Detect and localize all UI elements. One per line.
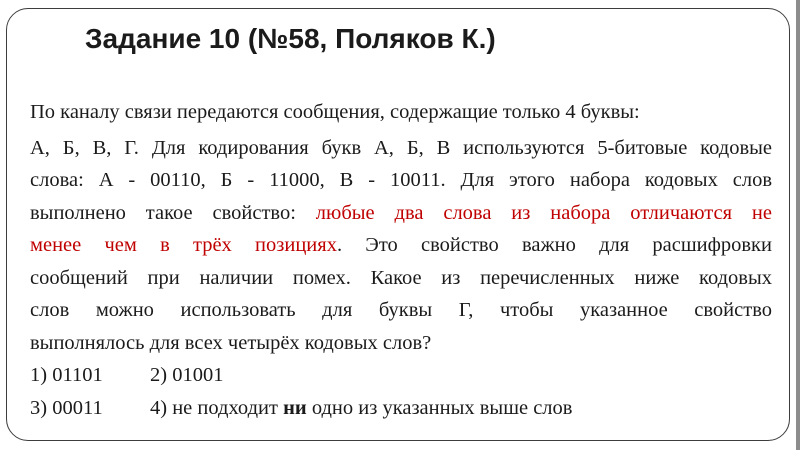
text-segment: 2) 01001 xyxy=(150,364,224,386)
body-line xyxy=(30,229,772,262)
text-segment-red: менее чем в трёх позициях xyxy=(30,234,337,256)
options-grid xyxy=(30,359,772,424)
text-segment-bold: ни xyxy=(283,396,307,419)
text-segment: выполнено такое свойство: xyxy=(30,201,316,224)
slide-title: Задание 10 (№58, Поляков К.) xyxy=(85,23,496,54)
text-segment-red: любые два слова из набора отличаются не xyxy=(315,201,772,224)
body-text xyxy=(30,96,772,359)
text-segment: По каналу связи передаются сообщения, содержащие только 4 буквы: xyxy=(30,101,640,123)
text-segment: выполнялось для всех четырёх кодовых слов? xyxy=(30,331,432,354)
body-line xyxy=(30,197,772,230)
slide-edge-strip xyxy=(796,0,800,450)
body-line xyxy=(30,262,772,295)
body-line xyxy=(30,132,772,165)
answer-option-1 xyxy=(30,359,150,392)
text-segment: 4) не подходит xyxy=(150,396,284,419)
text-segment: 1) 01101 xyxy=(30,364,103,386)
text-segment: слова: А - 00110, Б - 11000, В - 10011. Для этого набора кодовых слов xyxy=(30,169,772,191)
text-segment: одно из указанных выше слов xyxy=(306,396,573,419)
text-segment: . Это свойство важно для расшифровки xyxy=(336,234,772,256)
answer-option-3 xyxy=(30,392,150,425)
answer-option-2 xyxy=(150,359,772,392)
text-segment: слов можно использовать для буквы Г, чтобы указанное свойство xyxy=(30,299,772,321)
text-segment: сообщений при наличии помех. Какое из перечисленных ниже кодовых xyxy=(30,266,772,289)
text-segment: 3) 00011 xyxy=(30,396,103,419)
answer-option-4 xyxy=(150,392,772,425)
body-line xyxy=(30,327,772,360)
body-line xyxy=(30,96,772,129)
text-segment: А, Б, В, Г. Для кодирования букв А, Б, В используются 5-битовые кодовые xyxy=(30,136,772,159)
body-line xyxy=(30,164,772,197)
body-line xyxy=(30,294,772,327)
